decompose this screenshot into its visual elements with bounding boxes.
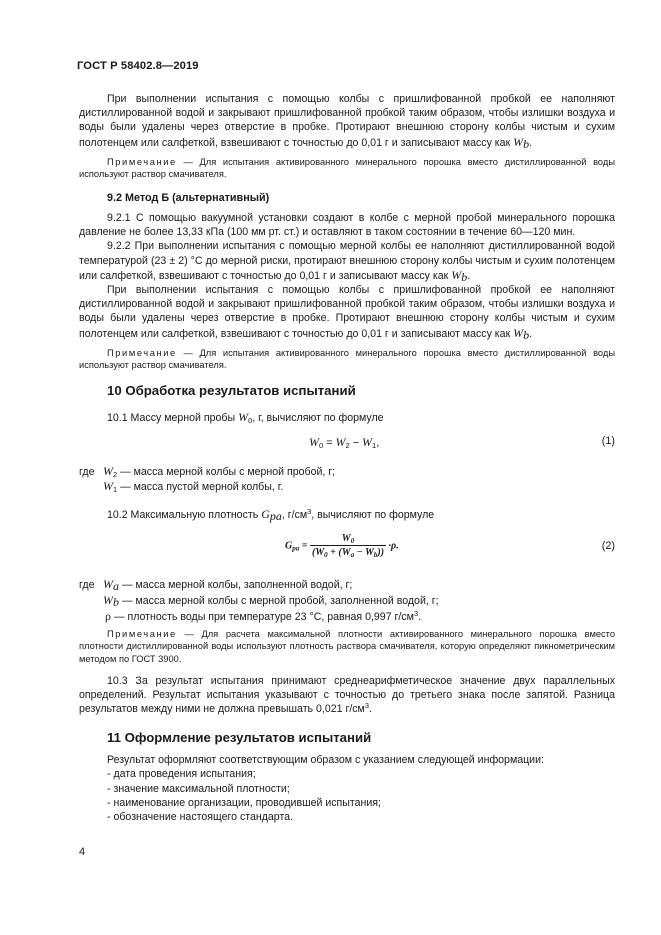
definition-list-2: [79, 577, 439, 624]
section-11-intro: Результат оформляют соответствующим образом с указанием следующей информации:: [107, 754, 544, 766]
definition-w2: где $W_2$ — масса мерной колбы с мерной пробой, г;: [79, 464, 336, 479]
heading-10: 10 Обработка результатов испытаний: [107, 383, 356, 398]
note-2: Примечание — Для испытания активированного минерального порошка вместо дистиллированной воды используют раствор смачивателя.: [79, 347, 615, 371]
paragraph-ground-stopper: При выполнении испытания с помощью колбы с пришлифованной пробкой ее наполняют дистиллированной водой и закрывают пришлифованной пробкой таким образом, чтобы излишки воздуха и воды были удалены через отверстие в пробке. Протирают внешнюю сторону колбы чистым и сухим полотенцем или салфеткой, взвешивают с точностью до 0,01 г и записывают массу как $W_b$.: [79, 93, 615, 151]
paragraph-10-2: 10.2 Максимальную плотность $G_{pa}$, $г/см^3$, вычисляют по формуле: [107, 507, 435, 523]
intro-block: [79, 92, 615, 181]
heading-11: 11 Оформление результатов испытаний: [107, 730, 372, 745]
formula-1: $W_0 = W_2 - W_1$, (1): [309, 435, 615, 450]
definition-wa: где $W_a$ — масса мерной колбы, заполненной водой, г;: [79, 577, 353, 593]
list-item: - обозначение настоящего стандарта.: [107, 811, 294, 824]
definition-w1: $W_1$ — масса пустой мерной колбы, г.: [103, 479, 284, 494]
note-3: Примечание — Для расчета максимальной плотности активированного минерального порошка вместо плотности дистиллированной воды используют плотность раствора смачивателя, которую определяют пикнометрическим методом по ГОСТ 3900.: [79, 629, 615, 664]
standard-code-header: ГОСТ Р 58402.8—2019: [77, 60, 199, 72]
list-item: - значение максимальной плотности;: [107, 782, 290, 795]
section-9-2-body: [79, 211, 615, 372]
list-item: - наименование организации, проводившей испытания;: [107, 796, 381, 809]
note-3-block: [79, 628, 615, 665]
definition-wb: $W_b$ — масса мерной колбы с мерной пробой, заполненной водой, г;: [103, 592, 439, 609]
paragraph-10-1: 10.1 Массу мерной пробы $W_0$, г, вычисляют по формуле: [107, 410, 384, 425]
paragraph-9-2-2: 9.2.2 При выполнении испытания с помощью мерной колбы ее наполняют дистиллированной водой температурой (23 ± 2) °С до мерной риски, протирают внешнюю сторону колбы чистым и сухим полотенцем или салфеткой, взвешивают с точностью до 0,01 г и записывают массу как $W_b$.: [79, 240, 615, 284]
paragraph-9-2-ground-stopper: При выполнении испытания с помощью колбы с пришлифованной пробкой ее наполняют дистиллированной водой и закрывают пришлифованной пробкой таким образом, чтобы излишки воздуха и воды были удалены через отверстие в пробке. Протирают внешнюю сторону колбы чистым и сухим полотенцем или салфеткой, взвешивают с точностью до 0,01 г и записывают массу как $W_b$.: [79, 284, 615, 342]
list-item: - дата проведения испытания;: [107, 768, 256, 781]
formula-2: $G_{pa}$ = $\frac{W_0}{(W_0 + (W_a - W_b))}$ ·ρ. (2): [285, 533, 615, 559]
heading-9-2: 9.2 Метод Б (альтернативный): [107, 192, 270, 204]
paragraph-9-2-1: 9.2.1 С помощью вакуумной установки создают в колбе с мерной пробой минерального порошка давление не более 13,33 кПа (100 мм рт. ст.) и оставляют в таком состоянии в течение 60—120 мин.: [79, 212, 615, 239]
page-number: 4: [79, 846, 86, 858]
definition-rho: ρ — плотность воды при температуре 23 °С, равная 0,997 $г/см^3$.: [105, 608, 422, 623]
section-11-list: [107, 753, 544, 824]
paragraph-10-3: 10.3 За результат испытания принимают среднеарифметическое значение двух параллельных определений. Результат испытания указывают с точностью до третьего знака после запятой. Разница результатов между ними не должна превышать 0,021 $г/см^3$.: [79, 675, 615, 716]
definition-list-1: [79, 464, 335, 494]
note-1: Примечание — Для испытания активированного минерального порошка вместо дистиллированной воды используют раствор смачивателя.: [79, 156, 615, 180]
